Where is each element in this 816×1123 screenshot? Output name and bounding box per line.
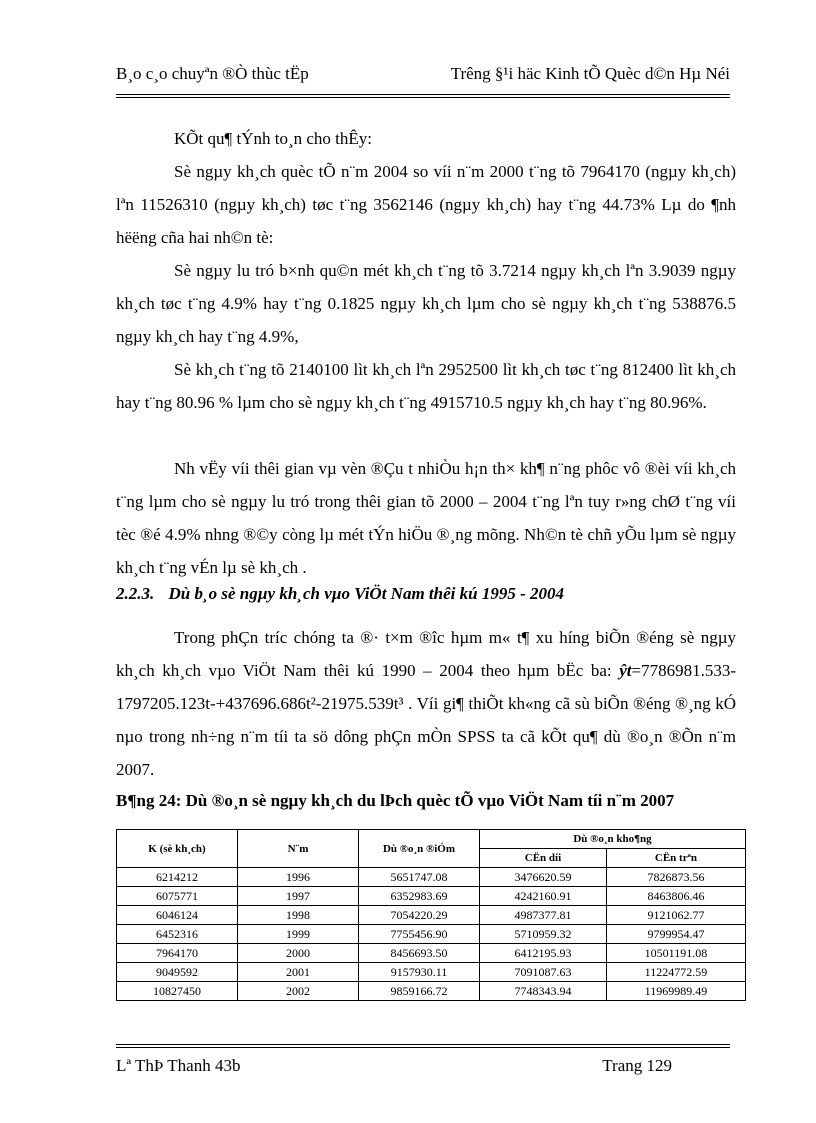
cell: 10827450 [117,982,238,1001]
col-header-k: K (sè kh¸ch) [117,830,238,868]
table-row [117,868,746,887]
header-rule-2 [116,97,730,98]
cell: 1998 [238,906,359,925]
paragraph-4: Nh vËy víi thêi gian vµ vèn ®Çu t nhiÒu h¡n th× kh¶ n¨ng phôc vô ®èi víi kh¸ch t¨ng lµm cho sè ngµy lu tró trong thêi gian tõ 2000 – 2004 t¨ng lªn tuy r»ng chØ t¨ng víi tèc ®é 4.9% nhng ®©y còng lµ mét tÝn hiÖu ®¸ng mõng. Nh©n tè chñ yÕu lµm sè ngµy kh¸ch t¨ng vÉn lµ sè kh¸ch . [116,459,736,577]
table-row [117,887,746,906]
cell: 11224772.59 [606,963,745,982]
section-number: 2.2.3. [116,584,155,603]
cell: 6075771 [117,887,238,906]
table-caption: B¶ng 24: Dù ®o¸n sè ngµy kh¸ch du lÞch quèc tÕ vµo ViÖt Nam tíi n¨m 2007 [116,791,675,810]
cell: 9121062.77 [606,906,745,925]
forecast-text-before: Trong phÇn tríc chóng ta ®· t×m ®îc hµm m« t¶ xu híng biÕn ®éng sè ngµy kh¸ch kh¸ch vµo ViÖt Nam thêi kú 1990 – 2004 theo hµm bËc ba: [116,628,736,680]
cell: 6412195.93 [480,944,607,963]
cell: 7755456.90 [359,925,480,944]
cell: 5651747.08 [359,868,480,887]
cell: 9049592 [117,963,238,982]
cell: 2000 [238,944,359,963]
header-rule [116,94,730,95]
section-heading [116,584,564,604]
cell: 9157930.11 [359,963,480,982]
forecast-text-after: . Víi gi¶ thiÕt kh«ng cã sù biÕn ®éng ®¸ng kÓ nµo trong nh÷ng n¨m tíi ta sö dông phÇn mÒn SPSS ta cã kÕt qu¶ dù ®o¸n ®Õn n¨m 2007. [116,694,737,779]
cell: 4987377.81 [480,906,607,925]
cell: 1997 [238,887,359,906]
cell: 8456693.50 [359,944,480,963]
cell: 6352983.69 [359,887,480,906]
footer-author: Lª ThÞ Thanh 43b [116,1056,241,1075]
cell: 6046124 [117,906,238,925]
paragraph-2: Sè ngµy lu tró b×nh qu©n mét kh¸ch t¨ng tõ 3.7214 ngµy kh¸ch lªn 3.9039 ngµy kh¸ch tøc t¨ng 4.9% hay t¨ng 0.1825 ngµy kh¸ch lµm cho sè ngµy kh¸ch t¨ng 538876.5 ngµy kh¸ch hay t¨ng 4.9%, [116,261,736,346]
col-header-point: Dù ®o¸n ®iÓm [359,830,480,868]
footer-rule-2 [116,1047,730,1048]
paragraph-3: Sè kh¸ch t¨ng tõ 2140100 lìt kh¸ch lªn 2952500 lìt kh¸ch tøc t¨ng 812400 lìt kh¸ch hay t¨ng 80.96 % lµm cho sè ngµy kh¸ch t¨ng 4915710.5 ngµy kh¸ch hay t¨ng 80.96%. [116,360,736,412]
cell: 7964170 [117,944,238,963]
paragraph-result-intro: KÕt qu¶ tÝnh to¸n cho thÊy: [174,129,372,148]
cell: 5710959.32 [480,925,607,944]
section-title: Dù b¸o sè ngµy kh¸ch vµo ViÖt Nam thêi kú 1995 - 2004 [168,584,564,603]
header-left: B¸o c¸o chuyªn ®Ò thùc tËp [116,64,309,83]
header-right: Trêng §¹i häc Kinh tÕ Quèc d©n Hµ Néi [450,64,730,83]
page-number: Trang 129 [602,1056,672,1075]
cell: 6452316 [117,925,238,944]
cell: 1996 [238,868,359,887]
col-header-interval: Dù ®o¸n kho¶ng [480,830,746,849]
forecast-table [116,829,746,1001]
cell: 10501191.08 [606,944,745,963]
col-header-upper: CËn trªn [606,849,745,868]
cell: 7826873.56 [606,868,745,887]
table-row [117,925,746,944]
cell: 9859166.72 [359,982,480,1001]
cell: 7054220.29 [359,906,480,925]
forecast-paragraph [116,621,736,786]
col-header-year: N¨m [238,830,359,868]
cell: 2001 [238,963,359,982]
table-row [117,963,746,982]
cell: 3476620.59 [480,868,607,887]
table-row [117,906,746,925]
cell: 6214212 [117,868,238,887]
cell: 2002 [238,982,359,1001]
cell: 4242160.91 [480,887,607,906]
cell: 7091087.63 [480,963,607,982]
cell: 7748343.94 [480,982,607,1001]
table-row [117,982,746,1001]
table-row [117,944,746,963]
cell: 11969989.49 [606,982,745,1001]
formula-expression: =7786981.533-1797205.123t-+437696.686t²-21975.539t³ [116,661,736,713]
footer-rule [116,1044,730,1045]
col-header-lower: CËn díi [480,849,607,868]
paragraph-1: Sè ngµy kh¸ch quèc tÕ n¨m 2004 so víi n¨m 2000 t¨ng tõ 7964170 (ngµy kh¸ch) lªn 11526310 (ngµy kh¸ch) tøc t¨ng 3562146 (ngµy kh¸ch) hay t¨ng 44.73% Lµ do ¶nh hëëng cña hai nh©n tè: [116,162,736,247]
formula-symbol: ŷt [619,661,632,680]
cell: 9799954.47 [606,925,745,944]
cell: 1999 [238,925,359,944]
cell: 8463806.46 [606,887,745,906]
